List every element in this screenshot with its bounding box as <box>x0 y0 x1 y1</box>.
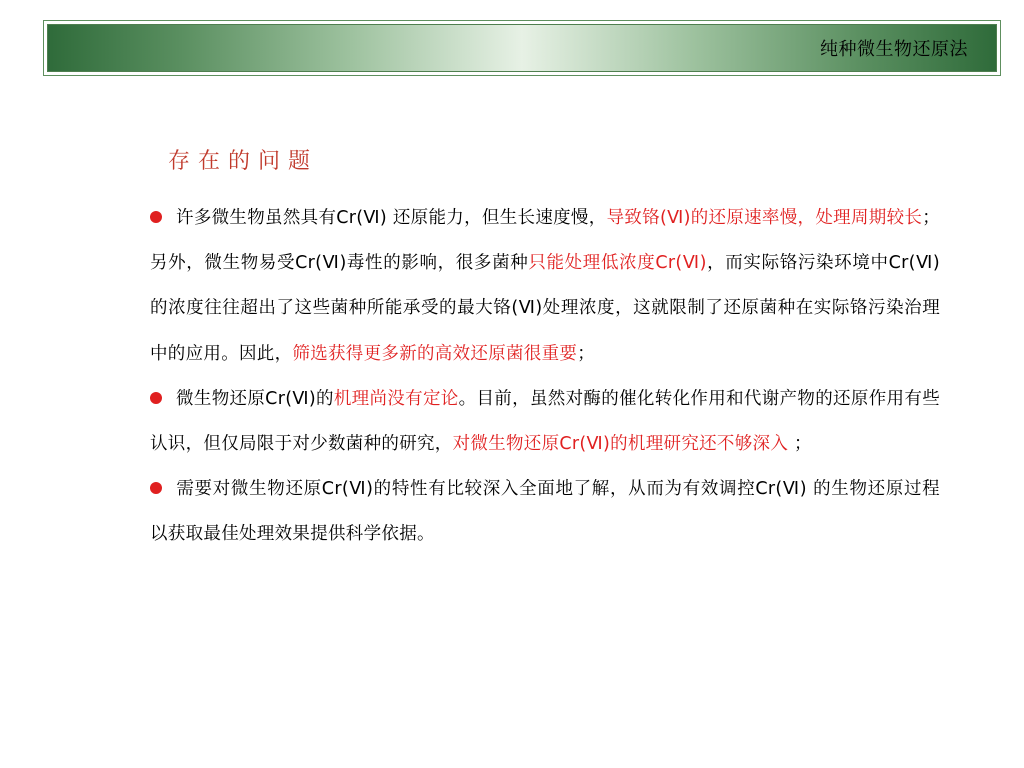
paragraph-text: ； <box>788 434 812 455</box>
highlighted-text: 只能处理低浓度Cr(Ⅵ) <box>528 253 707 274</box>
paragraph-text: ；另外，微生物易受Cr(Ⅵ)毒性的影响，很多菌种 <box>150 208 941 274</box>
paragraph-text: ； <box>577 343 596 364</box>
highlighted-text: 对微生物还原Cr(Ⅵ)的机理研究还不够深入 <box>452 434 789 455</box>
paragraph-text: 需要对微生物还原Cr(Ⅵ)的特性有比较深入全面地了解，从而为有效调控Cr(Ⅵ) 的生物还原过程以获取最佳处理效果提供科学依据。 <box>150 479 940 545</box>
bullet-dot-icon <box>150 211 162 223</box>
bullet-paragraph-1 <box>150 196 940 377</box>
highlighted-text: 导致铬(Ⅵ)的还原速率慢，处理周期较长 <box>606 208 923 228</box>
content-body <box>150 196 940 558</box>
highlighted-text: 机理尚没有定论 <box>333 388 459 409</box>
bullet-dot-icon <box>150 482 162 494</box>
paragraph-text: ，而实际铬污染环境中Cr(Ⅵ)的浓度往往超出了这些菌种所能承受的最大铬(Ⅵ)处理浓度，这就限制了还原菌种在实际铬污染治理中的应用。因此， <box>150 253 940 364</box>
paragraph-text: 。目前，虽然对酶的催化转化作用和代谢产物的还原作用有些认识，但仅局限于对少数菌种的研究， <box>150 388 940 455</box>
header-title: 纯种微生物还原法 <box>820 39 968 60</box>
bullet-paragraph-2 <box>150 377 940 467</box>
paragraph-text: 微生物还原Cr(Ⅵ)的 <box>176 388 334 409</box>
paragraph-text: 许多微生物虽然具有Cr(Ⅵ) 还原能力，但生长速度慢， <box>176 208 607 228</box>
highlighted-text: 筛选获得更多新的高效还原菌很重要 <box>292 343 578 364</box>
header-bar <box>47 24 997 72</box>
bullet-dot-icon <box>150 392 162 404</box>
header-frame <box>43 20 1001 76</box>
bullet-paragraph-3 <box>150 467 940 557</box>
section-heading: 存在的问题 <box>168 149 319 174</box>
